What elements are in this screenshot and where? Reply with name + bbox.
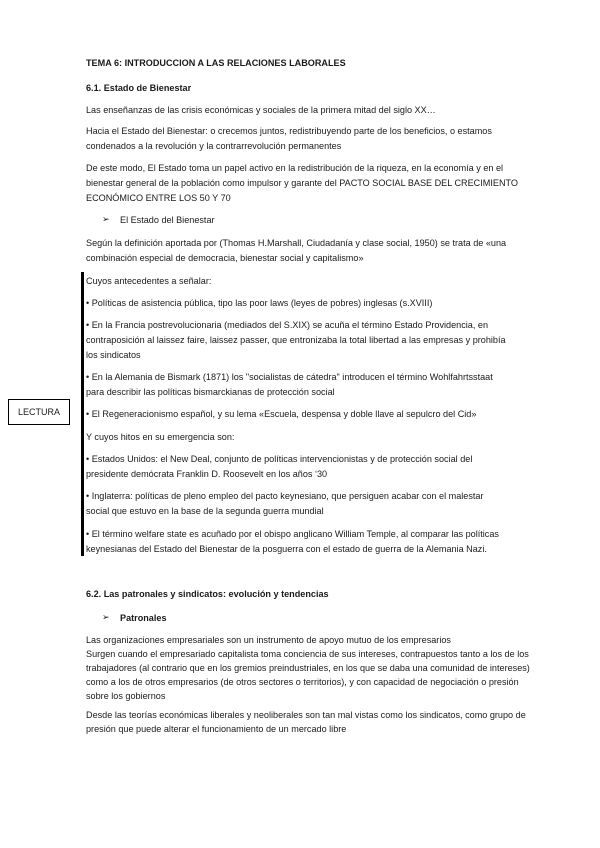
bullet-heading: El Estado del Bienestar <box>120 215 215 225</box>
paragraph: Y cuyos hitos en su emergencia son: <box>86 432 235 442</box>
paragraph: Según la definición aportada por (Thomas H.Marshall, Ciudadanía y clase social, 1950) se trata de «una <box>86 238 507 248</box>
list-item: para describir las políticas bismarckianas de protección social <box>86 387 335 397</box>
list-item: • Inglaterra: políticas de pleno empleo del pacto keynesiano, que persiguen acabar con el malestar <box>86 491 484 501</box>
paragraph: Hacia el Estado del Bienestar: o crecemos juntos, redistribuyendo parte de los beneficios, o estamos <box>86 126 492 136</box>
list-item: • En la Francia postrevolucionaria (mediados del S.XIX) se acuña el término Estado Providencia, en <box>86 320 489 330</box>
paragraph: condenados a la revolución y la contrarrevolución permanentes <box>86 141 342 151</box>
lectura-box: LECTURA <box>8 399 70 425</box>
paragraph: Cuyos antecedentes a señalar: <box>86 276 212 286</box>
paragraph: Las enseñanzas de las crisis económicas y sociales de la primera mitad del siglo XX… <box>86 105 436 115</box>
section-heading-6-2: 6.2. Las patronales y sindicatos: evolución y tendencias <box>86 589 329 599</box>
paragraph: combinación especial de democracia, bienestar social y capitalismo» <box>86 253 364 263</box>
list-item: social que estuvo en la base de la segunda guerra mundial <box>86 506 324 516</box>
section-heading-6-1: 6.1. Estado de Bienestar <box>86 83 192 93</box>
list-item: keynesianas del Estado del Bienestar de la posguerra con el estado de guerra de la Alemania Nazi. <box>86 544 487 554</box>
document-title: TEMA 6: INTRODUCCION A LAS RELACIONES LABORALES <box>86 58 346 68</box>
list-item: • Políticas de asistencia pública, tipo las poor laws (leyes de pobres) inglesas (s.XVIII) <box>86 298 433 308</box>
list-item: • El término welfare state es acuñado por el obispo anglicano William Temple, al comparar las políticas <box>86 529 499 539</box>
list-item: • El Regeneracionismo español, y su lema «Escuela, despensa y doble llave al sepulcro del Cid» <box>86 409 477 419</box>
paragraph: ECONÓMICO ENTRE LOS 50 Y 70 <box>86 193 231 203</box>
arrow-bullet-icon: ➢ <box>102 612 110 622</box>
arrow-bullet-icon: ➢ <box>102 214 110 224</box>
paragraph: Desde las teorías económicas liberales y neoliberales son tan mal vistas como los sindicatos, como grupo de presión que puede alterar el funcionamiento de un mercado libre <box>86 710 526 734</box>
list-item: los sindicatos <box>86 350 141 360</box>
list-item: • Estados Unidos: el New Deal, conjunto de políticas intervencionistas y de protección social del <box>86 454 473 464</box>
list-item: presidente demócrata Franklin D. Roosevelt en los años ‘30 <box>86 469 328 479</box>
lectura-side-bar <box>81 272 84 556</box>
paragraph: De este modo, El Estado toma un papel activo en la redistribución de la riqueza, en la economía y en el <box>86 163 504 173</box>
list-item: contraposición al laissez faire, laissez passer, que entronizaba la total libertad a las empresas y prohibía <box>86 335 506 345</box>
paragraph: Las organizaciones empresariales son un instrumento de apoyo mutuo de los empresarios <box>86 635 451 645</box>
list-item: • En la Alemania de Bismark (1871) los "socialistas de cátedra" introducen el término Wohlfahrtsstaat <box>86 372 493 382</box>
paragraph: Surgen cuando el empresariado capitalista toma conciencia de sus intereses, contrapuestos tanto a los de los trabajadores (al contrario que en los gremios preindustriales, en los que se daba una comunidad de intereses) como a los de otros empresarios (de otros sectores o territorios), y con capacidad de negociación o presión sobre los gobiernos <box>86 649 530 701</box>
bullet-heading: Patronales <box>120 613 167 623</box>
paragraph: bienestar general de la población como impulsor y garante del PACTO SOCIAL BASE DEL CRECIMIENTO <box>86 178 518 188</box>
